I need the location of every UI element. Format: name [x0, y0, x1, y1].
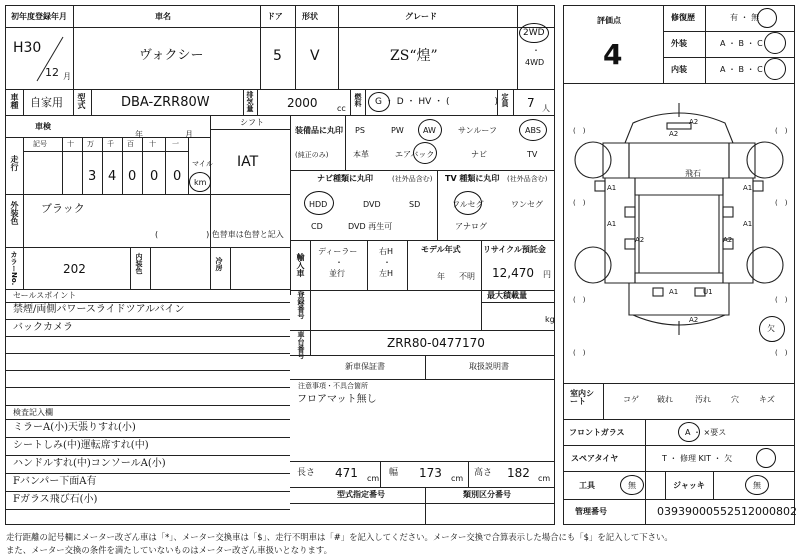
jack-label: ジャッキ — [673, 481, 705, 490]
first-reg-label: 初年度登録年月 — [11, 12, 67, 21]
import-label: 輸入車 — [296, 253, 305, 277]
exterior-label: 外装 — [671, 39, 687, 48]
inspection-year: 年 — [135, 130, 143, 139]
tv-label: TV 種類に丸印 — [445, 174, 500, 183]
height-label: 高さ — [474, 468, 493, 478]
usage-label: 車種 — [10, 93, 19, 109]
inspection-record-line: ハンドルすれ(中)コンソールA(小) — [13, 458, 166, 469]
equipment-item: AW — [423, 126, 436, 135]
km-label: km — [194, 178, 207, 187]
displacement: 2000 — [287, 96, 318, 110]
damage-mark: A2 — [689, 316, 699, 324]
spare-tire-options: T ・ 修理 KIT ・ 欠 — [662, 454, 733, 463]
navi-item: HDD — [309, 200, 328, 209]
width-label: 幅 — [389, 468, 399, 478]
import-separator: ・ — [335, 258, 343, 267]
import-left-h: 左H — [379, 269, 394, 278]
damage-mark: A2 — [723, 236, 733, 244]
tv-item: ワンセグ — [511, 200, 543, 209]
recycle-unit: 円 — [543, 270, 551, 279]
tv-item: アナログ — [455, 222, 487, 231]
damage-mark: A1 — [607, 220, 617, 228]
digit-header: 百 — [127, 140, 134, 148]
circle-mark — [519, 119, 547, 141]
circle-mark — [764, 58, 786, 80]
import-parallel: 並行 — [329, 269, 345, 278]
missing-mark: 欠 — [767, 324, 775, 333]
windshield-options: A ・ ×要ス — [685, 428, 727, 437]
recycle-label: リサイクル預託金 — [483, 245, 546, 254]
chassis-label: 車台番号 — [297, 331, 305, 359]
mileage-label: 走行 — [10, 155, 19, 171]
class-number-label: 類別区分番号 — [463, 490, 511, 499]
circle-mark — [454, 191, 482, 215]
interior-label: 内装 — [671, 65, 687, 74]
circle-mark — [764, 32, 786, 54]
equipment-item: ナビ — [471, 150, 487, 159]
footnote-line2: また、メーター交換の条件を満たしていないものはメーター改ざん車扱いとなります。 — [6, 545, 332, 555]
length-value: 471 — [335, 466, 358, 480]
circle-mark — [756, 448, 776, 468]
notes-value: フロアマット無し — [297, 394, 377, 405]
drive-4wd: 4WD — [525, 58, 545, 67]
reg-number-label: 登録番号 — [297, 291, 305, 319]
navi-sub: (社外品含む) — [392, 175, 433, 183]
equipment-item: PW — [391, 126, 404, 135]
circle-mark — [368, 92, 390, 112]
circle-mark — [678, 422, 700, 442]
auction-sheet — [5, 5, 795, 525]
damage-mark: 飛石 — [685, 169, 701, 178]
height-value: 182 — [507, 466, 530, 480]
length-unit: cm — [367, 474, 380, 483]
capacity: 7 — [527, 96, 535, 110]
inspection-label: 車検 — [35, 122, 51, 131]
color-label: 外装色 — [10, 201, 19, 225]
cc-unit: cc — [337, 104, 346, 113]
import-dealer: ディーラー — [318, 247, 358, 256]
bracket-label: ( ) — [775, 296, 788, 304]
interior-options: A ・ B ・ C — [720, 65, 763, 74]
import-right-h: 右H — [379, 247, 394, 256]
import-separator: ・ — [383, 258, 391, 267]
mile-label: マイル — [192, 160, 213, 168]
color-value: ブラック — [41, 202, 85, 215]
damage-mark: U1 — [703, 288, 713, 296]
mileage-digit: 4 — [108, 169, 117, 184]
circle-mark — [189, 172, 211, 192]
bracket-label: ( ) — [573, 127, 586, 135]
model-year-label: モデル年式 — [421, 245, 461, 254]
chassis-value: ZRR80-0477170 — [387, 336, 485, 350]
circle-mark — [418, 119, 442, 141]
bracket-label: ( ) — [573, 296, 586, 304]
bracket-label: ( ) — [775, 127, 788, 135]
color-change-note: ( ) 色替車は色替と記入 — [155, 230, 284, 239]
width-value: 173 — [419, 466, 442, 480]
score-value: 4 — [603, 38, 623, 71]
bracket-label: ( ) — [573, 199, 586, 207]
equipment-item: エアバック — [395, 150, 435, 159]
doors: 5 — [273, 48, 282, 64]
type-designation-label: 型式指定番号 — [337, 490, 385, 499]
repair-options: 有 ・ 無 — [730, 13, 760, 22]
model-year-year: 年 — [437, 272, 445, 281]
footnote-line1: 走行距離の記号欄にメーター改ざん車は「*」、メーター交換車は「$」、走行不明車は「#」を記入してください。メーター交換で合算表示した場合にも「$」を記入して下さい。 — [6, 532, 673, 542]
damage-mark: A2 — [669, 130, 679, 138]
circle-mark — [304, 191, 334, 215]
notes-label: 注意事項・不具合箇所 — [298, 382, 368, 390]
height-unit: cm — [538, 474, 551, 483]
displacement-label: 排気量 — [246, 91, 254, 112]
first-reg-month: 12 — [45, 66, 59, 79]
digit-header: 十 — [67, 140, 74, 148]
damage-mark: A1 — [743, 220, 753, 228]
door-label: ドア — [267, 12, 283, 21]
repair-label: 修復歴 — [671, 13, 695, 22]
digit-header: 一 — [172, 140, 179, 148]
month-unit: 月 — [63, 72, 71, 81]
damage-mark: A1 — [743, 184, 753, 192]
car-name-label: 車名 — [155, 12, 171, 21]
exterior-options: A ・ B ・ C — [720, 39, 763, 48]
fuel-label: 燃料 — [354, 93, 362, 107]
capacity-label: 定員 — [501, 93, 509, 107]
navi-label: ナビ種類に丸印 — [317, 174, 373, 183]
color-no-value: 202 — [63, 262, 86, 276]
tools-label: 工具 — [579, 481, 595, 490]
management-label: 管理番号 — [575, 507, 607, 516]
usage: 自家用 — [30, 96, 63, 109]
circle-mark — [759, 316, 785, 342]
grade: ZS“煌” — [390, 48, 438, 64]
interior-sheet-label: 室内シート — [570, 389, 594, 406]
bracket-label: ( ) — [775, 349, 788, 357]
equipment-item: TV — [527, 150, 538, 159]
inspection-month: 月 — [185, 130, 193, 139]
interior-sheet-option: キズ — [759, 395, 775, 404]
car-name: ヴォクシー — [139, 48, 204, 63]
capacity-unit: 人 — [542, 104, 550, 113]
mileage-digit: 0 — [173, 169, 182, 184]
interior-sheet-option: 破れ — [657, 395, 673, 404]
damage-mark: A1 — [607, 184, 617, 192]
navi-item: CD — [311, 222, 323, 231]
circle-mark — [620, 475, 644, 495]
digit-header: 千 — [107, 140, 114, 148]
inspection-record-line: ミラーA(小)天張りすれ(小) — [13, 422, 136, 433]
model-label: 型式 — [77, 93, 86, 109]
tv-sub: (社外品含む) — [507, 175, 548, 183]
code-label: 記号 — [33, 140, 47, 148]
shape-label: 形状 — [302, 12, 318, 21]
mileage-digit: 3 — [88, 169, 97, 184]
inspection-record-label: 検査記入欄 — [13, 408, 53, 417]
manual-label: 取扱説明書 — [469, 362, 509, 371]
cooler-label: 冷房 — [215, 257, 223, 271]
length-label: 長さ — [297, 468, 316, 478]
first-reg-year: H30 — [13, 40, 42, 56]
equipment-item: サンルーフ — [458, 126, 497, 135]
digit-header: 十 — [149, 140, 156, 148]
spare-tire-label: スペアタイヤ — [571, 454, 619, 463]
shift-label: シフト — [240, 118, 264, 127]
interior-sheet-option: コゲ — [623, 395, 639, 404]
circle-mark — [519, 23, 549, 43]
windshield-label: フロントガラス — [569, 428, 625, 437]
inspection-record-line: Fバンパー下面A有 — [13, 476, 97, 487]
drive-separator: ・ — [532, 46, 540, 55]
inspection-record-line: Fガラス飛び石(小) — [13, 494, 98, 505]
equipment-label: 装備品に丸印 — [295, 126, 343, 135]
equipment-sub-label: (純正のみ) — [295, 151, 329, 159]
navi-item: DVD 再生可 — [348, 222, 393, 231]
circle-mark — [757, 8, 777, 28]
sales-point-line: バックカメラ — [13, 322, 73, 333]
kg-unit: kg — [545, 315, 555, 324]
equipment-item: 本革 — [353, 150, 369, 159]
tools-value: 無 — [628, 481, 636, 490]
circle-mark — [745, 475, 769, 495]
model: DBA-ZRR80W — [121, 95, 210, 110]
sales-points-label: セールスポイント — [13, 291, 77, 300]
shape: V — [310, 48, 320, 64]
shift-value: IAT — [237, 154, 259, 170]
equipment-item: ABS — [525, 126, 541, 135]
circle-mark — [413, 142, 437, 164]
interior-color-label: 内装色 — [135, 253, 143, 274]
bracket-label: ( ) — [573, 349, 586, 357]
max-load-label: 最大積載量 — [487, 291, 527, 300]
inspection-record-line: シートしみ(中)運転席すれ(中) — [13, 440, 149, 451]
width-unit: cm — [451, 474, 464, 483]
score-label: 評価点 — [597, 16, 621, 25]
navi-item: DVD — [363, 200, 381, 209]
mileage-digit: 0 — [128, 169, 137, 184]
grade-label: グレード — [405, 12, 437, 21]
jack-value: 無 — [753, 481, 761, 490]
navi-item: SD — [409, 200, 421, 209]
model-year-unknown: 不明 — [459, 272, 475, 281]
fuel-options: G ・ D ・ HV ・ ( ) — [375, 97, 499, 107]
tv-item: フルセグ — [452, 200, 484, 209]
new-warranty-label: 新車保証書 — [345, 362, 385, 371]
recycle-value: 12,470 — [492, 266, 534, 280]
sales-point-line: 禁煙/両側パワースライドツアルバイン — [13, 304, 185, 315]
damage-mark: A2 — [635, 236, 645, 244]
mileage-digit: 0 — [150, 169, 159, 184]
interior-sheet-option: 穴 — [731, 395, 739, 404]
bracket-label: ( ) — [775, 199, 788, 207]
digit-header: 万 — [87, 140, 94, 148]
damage-mark: A2 — [689, 118, 699, 126]
damage-mark: A1 — [669, 288, 679, 296]
equipment-item: PS — [355, 126, 365, 135]
drive-2wd: 2WD — [523, 28, 545, 38]
management-value: 03939000552512000802 — [657, 505, 797, 518]
color-no-label: カラーNo. — [10, 251, 18, 286]
interior-sheet-option: 汚れ — [695, 395, 711, 404]
